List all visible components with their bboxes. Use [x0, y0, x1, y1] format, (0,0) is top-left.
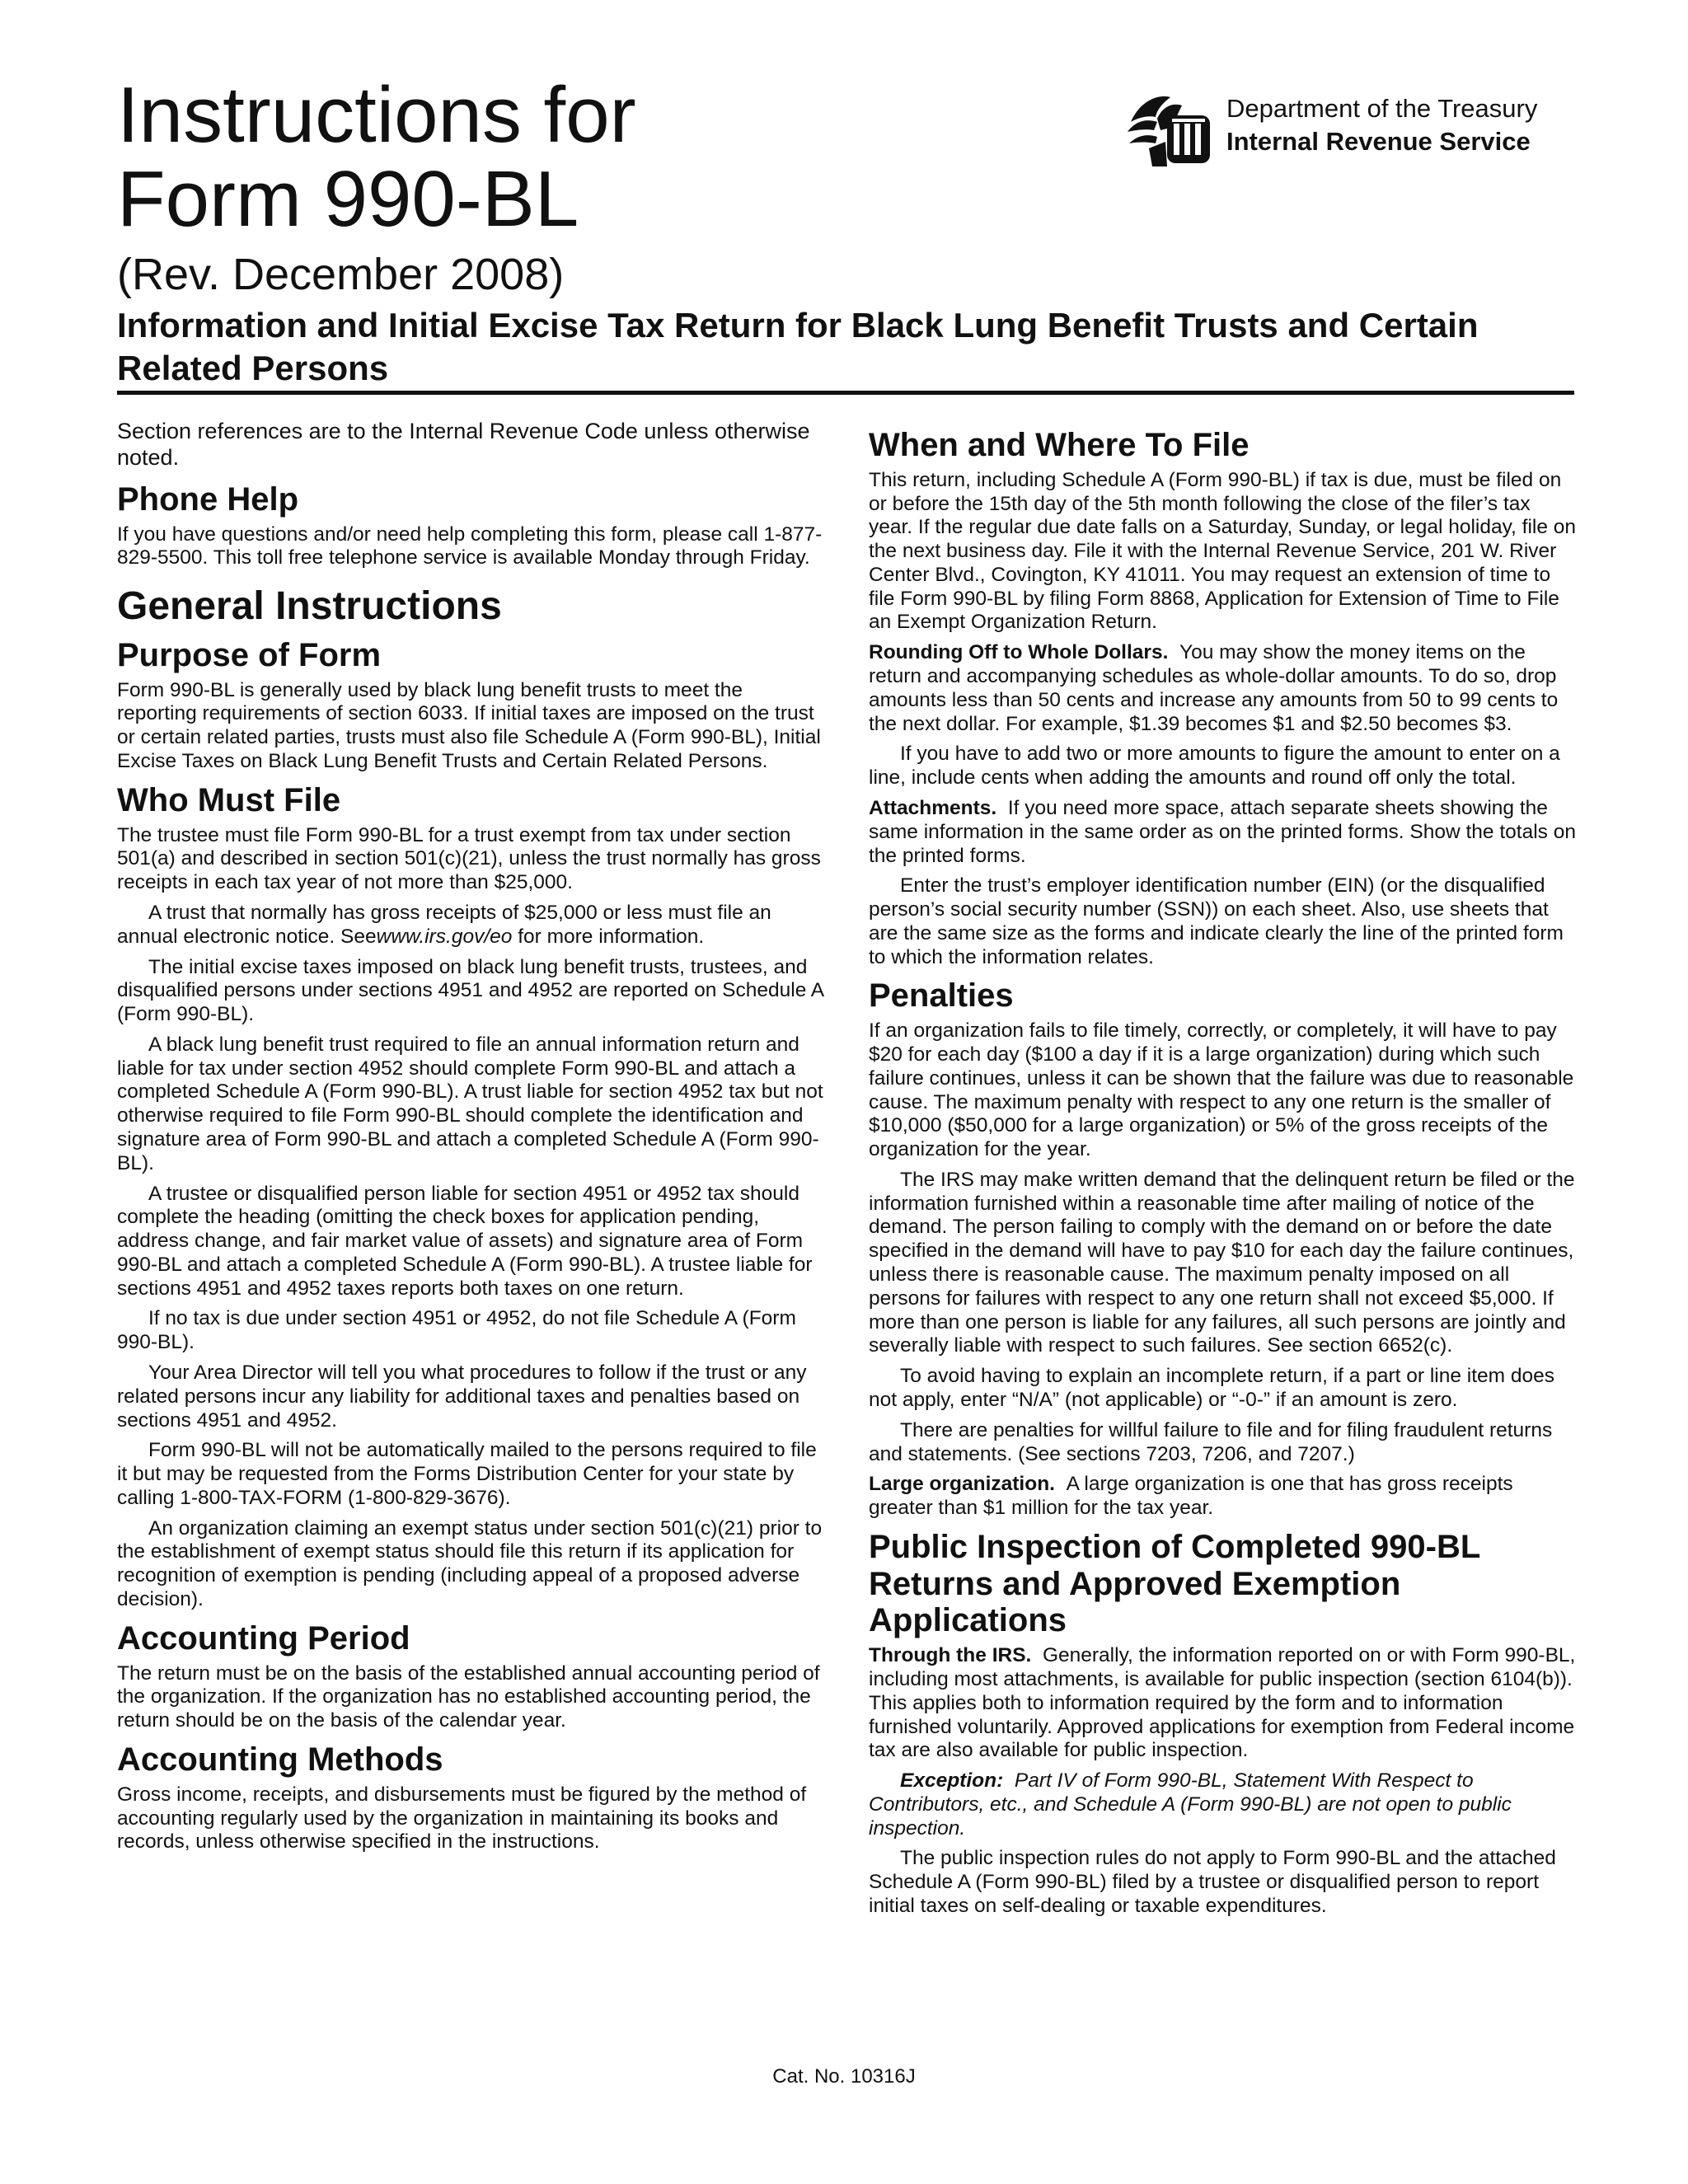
- exception-paragraph: [869, 1769, 1578, 1840]
- large-org-text: A large organization is one that has gross receipts greater than $1 million for the tax year.: [869, 1473, 1513, 1520]
- who-paragraph: If no tax is due under section 4951 or 4952, do not file Schedule A (Form 990-BL).: [117, 1307, 796, 1354]
- when-where-heading: When and Where To File: [869, 427, 1250, 463]
- through-irs-heading: Through the IRS.: [869, 1644, 1032, 1667]
- electronic-notice-suffix: for more information.: [512, 925, 705, 948]
- revision-date: (Rev. December 2008): [117, 250, 565, 299]
- rounding-heading: Rounding Off to Whole Dollars.: [869, 641, 1169, 664]
- accounting-methods-text: Gross income, receipts, and disbursements must be figured by the method of accounting regularly used by the organization in maintaining its books and records, unless otherwise specified in the instructions.: [117, 1783, 807, 1854]
- accounting-methods-heading: Accounting Methods: [117, 1741, 443, 1778]
- accounting-period-heading: Accounting Period: [117, 1619, 410, 1657]
- catalog-number: Cat. No. 10316J: [772, 2065, 916, 2088]
- large-org-heading: Large organization.: [869, 1473, 1055, 1496]
- attachments-paragraph: [869, 797, 1578, 868]
- intro-text: Section references are to the Internal Revenue Code unless otherwise noted.: [117, 419, 810, 470]
- penalties-paragraph: If an organization fails to file timely, correctly, or completely, it will have to pay $20 for each day ($100 a day if it is a large organization) during which such failure continues, unless it can be shown that the failure was due to reasonable cause. The maximum penalty with respect to any one return is the smaller of $10,000 ($50,000 for a large organization) or 5% of the gross receipts of the organization for the year.: [869, 1019, 1574, 1161]
- purpose-text: Form 990-BL is generally used by black lung benefit trusts to meet the reporting requirements of section 6033. If initial taxes are imposed on the trust or certain related parties, trusts must also file Schedule A (Form 990-BL), Initial Excise Taxes on Black Lung Benefit Trusts and Certain Related Persons.: [117, 678, 821, 773]
- public-inspection-rules-text: The public inspection rules do not apply to Form 990-BL and the attached Schedule A (Form 990-BL) filed by a trustee or disqualified person to report initial taxes on self-dealing or taxable expenditures.: [869, 1847, 1556, 1918]
- accounting-period-text: The return must be on the basis of the established annual accounting period of the organization. If the organization has no established accounting period, the return should be on the basis of the calendar year.: [117, 1661, 820, 1732]
- agency-block: [1124, 91, 1586, 173]
- general-instructions-heading: General Instructions: [117, 584, 502, 629]
- who-paragraph: [117, 902, 826, 949]
- agency-irs: Internal Revenue Service: [1226, 127, 1531, 157]
- penalties-paragraph: There are penalties for willful failure to file and for filing fraudulent returns and statements. (See sections 7203, 7206, and 7207.): [869, 1418, 1553, 1465]
- phone-help-text: If you have questions and/or need help completing this form, please call 1-877-829-5500. This toll free telephone service is available Monday through Friday.: [117, 523, 823, 569]
- penalties-paragraph: The IRS may make written demand that the delinquent return be filed or the information furnished within a reasonable time after mailing of notice of the demand. The person failing to comply with the demand on or before the date specified in the demand will have to pay $10 for each day the failure continues, unless there is reasonable cause. The maximum penalty imposed on all persons for failures with respect to any one return shall not exceed $5,000. If more than one person is liable for any failures, all such persons are jointly and severally liable with respect to such failures. See section 6652(c).: [869, 1168, 1575, 1357]
- who-paragraph: A trustee or disqualified person liable for section 4951 or 4952 tax should complete the heading (omitting the check boxes for application pending, address change, and fair market value of assets) and signature area of Form 990-BL and attach a completed Schedule A (Form 990-BL). A trustee liable for sections 4951 and 4952 taxes reports both taxes on one return.: [117, 1182, 813, 1300]
- rounding-paragraph: [869, 641, 1578, 736]
- exception-text: Part IV of Form 990-BL, Statement With Respect to Contributors, etc., and Schedule A (Form 990-BL) are not open to public inspection.: [869, 1769, 1512, 1840]
- exception-heading: Exception:: [900, 1769, 1004, 1793]
- irs-eagle-logo-icon: [1124, 91, 1215, 170]
- penalties-heading: Penalties: [869, 977, 1014, 1015]
- through-irs-text: Generally, the information reported on or with Form 990-BL, including most attachments, is available for public inspection (section 6104(b)). This applies both to information required by the form and to information furnished voluntarily. Approved applications for exemption from Federal income tax are also available for public inspection.: [869, 1644, 1576, 1762]
- large-org-paragraph: [869, 1473, 1578, 1521]
- electronic-notice-text: A trust that normally has gross receipts of $25,000 or less must file an annual electronic notice. See: [117, 901, 771, 948]
- header-rule: [117, 391, 1574, 395]
- public-inspection-heading: Public Inspection of Completed 990-BL Returns and Approved Exemption Applications: [869, 1528, 1480, 1639]
- who-paragraph: The trustee must file Form 990-BL for a trust exempt from tax under section 501(a) and described in section 501(c)(21), unless the trust normally has gross receipts in each tax year of not more than $25,000.: [117, 823, 821, 894]
- who-paragraph: The initial excise taxes imposed on black lung benefit trusts, trustees, and disqualified persons under sections 4951 and 4952 are reported on Schedule A (Form 990-BL).: [117, 955, 823, 1026]
- form-subtitle: Information and Initial Excise Tax Return for Black Lung Benefit Trusts and Certain Related Persons: [117, 306, 1479, 387]
- who-paragraph: Your Area Director will tell you what procedures to follow if the trust or any related persons incur any liability for additional taxes and penalties based on sections 4951 and 4952.: [117, 1361, 807, 1432]
- when-where-text: This return, including Schedule A (Form 990-BL) if tax is due, must be filed on or before the 15th day of the 5th month following the close of the filer’s tax year. If the regular due date falls on a Saturday, Sunday, or legal holiday, file on the next business day. File it with the Internal Revenue Service, 201 W. River Center Blvd., Covington, KY 41011. You may request an extension of time to file Form 990-BL by filing Form 8868, Application for Extension of Time to File an Exempt Organization Return.: [869, 468, 1577, 634]
- penalties-paragraph: To avoid having to explain an incomplete return, if a part or line item does not apply, enter “N/A” (not applicable) or “-0-” if an amount is zero.: [869, 1365, 1554, 1411]
- ein-text: Enter the trust’s employer identification number (EIN) (or the disqualified person’s social security number (SSN)) on each sheet. Also, use sheets that are the same size as the forms and indicate clearly the line of the printed form to which the information relates.: [869, 874, 1564, 968]
- irs-eo-link[interactable]: www.irs.gov/eo: [376, 925, 513, 948]
- through-irs-paragraph: [869, 1644, 1578, 1763]
- rounding-text: You may show the money items on the return and accompanying schedules as whole-dollar amounts. To do so, drop amounts less than 50 cents and increase any amounts from 50 to 99 cents to the next dollar. For example, $1.39 becomes $1 and $2.50 becomes $3.: [869, 641, 1559, 735]
- who-must-file-heading: Who Must File: [117, 781, 341, 818]
- title-line-2: Form 990-BL: [117, 155, 579, 243]
- attachments-text: If you need more space, attach separate sheets showing the same information in the same order as on the printed forms. Show the totals on the printed forms.: [869, 796, 1576, 867]
- purpose-heading: Purpose of Form: [117, 636, 382, 673]
- agency-department: Department of the Treasury: [1226, 94, 1538, 123]
- who-paragraph: Form 990-BL will not be automatically mailed to the persons required to file it but may be requested from the Forms Distribution Center for your state by calling 1-800-TAX-FORM (1-800-829-3676).: [117, 1439, 817, 1509]
- adding-amounts-text: If you have to add two or more amounts to figure the amount to enter on a line, include cents when adding the amounts and round off only the total.: [869, 743, 1560, 790]
- left-column: [117, 419, 826, 1861]
- right-column: [869, 419, 1578, 1925]
- attachments-heading: Attachments.: [869, 796, 997, 819]
- agency-text: [1226, 92, 1537, 159]
- who-paragraph: A black lung benefit trust required to file an annual information return and liable for tax under section 4952 should complete Form 990-BL and attach a completed Schedule A (Form 990-BL). A trust liable for section 4952 tax but not otherwise required to file Form 990-BL should complete the identification and signature area of Form 990-BL and attach a completed Schedule A (Form 990-BL).: [117, 1033, 823, 1174]
- title-line-1: Instructions for: [117, 71, 636, 159]
- phone-help-heading: Phone Help: [117, 480, 299, 518]
- who-paragraph: An organization claiming an exempt status under section 501(c)(21) prior to the establishment of exempt status should file this return if its application for recognition of exemption is pending (including appeal of a proposed adverse decision).: [117, 1516, 823, 1611]
